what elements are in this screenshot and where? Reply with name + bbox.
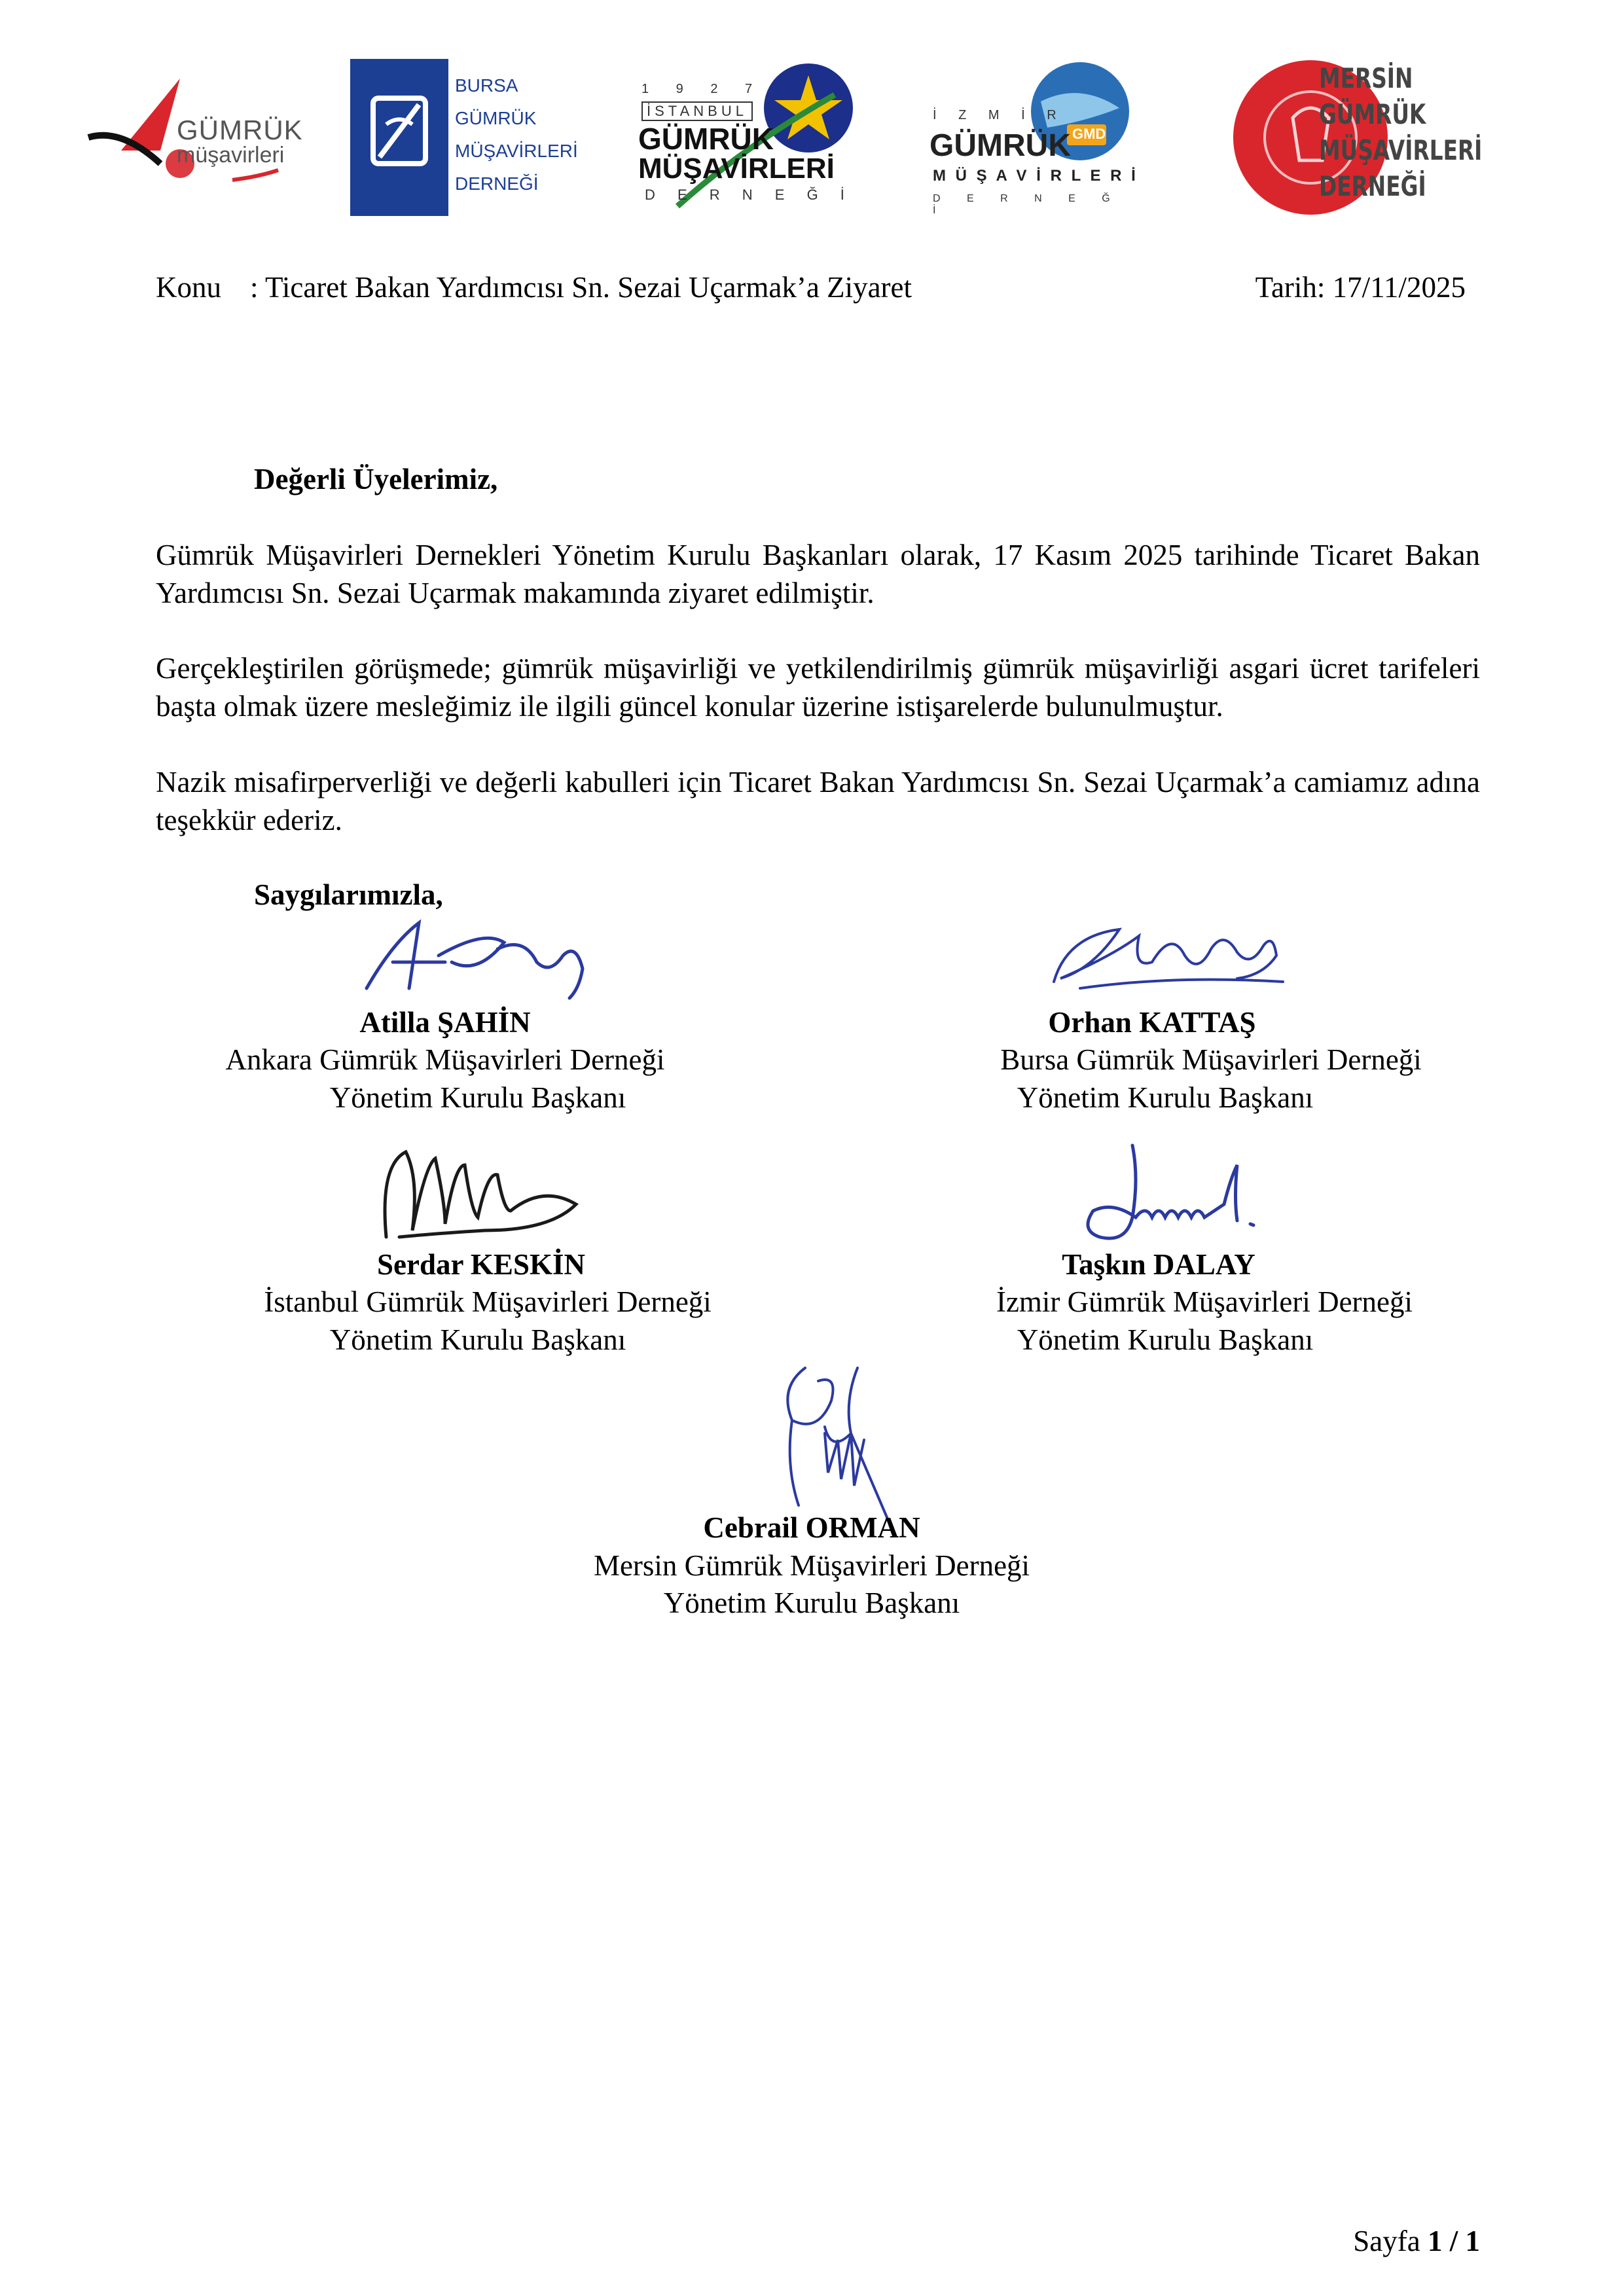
subject-text: : Ticaret Bakan Yardımcısı Sn. Sezai Uçarmak’a Ziyaret xyxy=(250,271,912,304)
signatory-4-org: İzmir Gümrük Müşavirleri Derneği xyxy=(996,1285,1413,1318)
subject-label: Konu xyxy=(156,271,221,304)
signatory-5-name: Cebrail ORMAN xyxy=(703,1511,920,1544)
mersin-logo-l4: DERNEĞİ xyxy=(1319,170,1426,202)
ankara-logo-line1: GÜMRÜK xyxy=(177,115,303,145)
ankara-logo-line2: müşavirleri xyxy=(177,143,285,168)
page-separator: / xyxy=(1442,2225,1466,2257)
ankara-logo xyxy=(82,65,303,196)
mersin-logo-l2: GÜMRÜK xyxy=(1319,98,1426,130)
signatory-1-org: Ankara Gümrük Müşavirleri Derneği xyxy=(225,1043,665,1076)
bursa-logo-l3: MÜŞAVİRLERİ xyxy=(455,141,578,161)
izmir-logo-l2: M Ü Ş A V İ R L E R İ xyxy=(933,167,1138,185)
document-date: Tarih: 17/11/2025 xyxy=(1255,271,1466,304)
izmir-logo-city: İ Z M İ R xyxy=(933,108,1066,122)
izmir-logo-l3: D E R N E Ğ İ xyxy=(933,193,1122,216)
closing: Saygılarımızla, xyxy=(254,878,443,911)
istanbul-logo-l3: D E R N E Ğ İ xyxy=(645,187,854,203)
signature-orhan-kattas xyxy=(1041,916,1290,1001)
mersin-logo xyxy=(1231,59,1483,216)
salutation: Değerli Üyelerimiz, xyxy=(254,463,498,495)
signatory-2-title: Yönetim Kurulu Başkanı xyxy=(1017,1081,1314,1114)
paragraph-3: Nazik misafirperverliği ve değerli kabulleri için Ticaret Bakan Yardımcısı Sn. Sezai Uçarmak’a camiamız adına teşekkür ederiz. xyxy=(156,766,1480,836)
mersin-logo-l1: MERSİN xyxy=(1319,62,1413,94)
istanbul-logo-l1: GÜMRÜK xyxy=(638,122,774,156)
signatory-3-org: İstanbul Gümrük Müşavirleri Derneği xyxy=(264,1285,712,1318)
signatory-5-title: Yönetim Kurulu Başkanı xyxy=(663,1587,960,1619)
page-total: 1 xyxy=(1465,2225,1480,2257)
istanbul-logo-city: İSTANBUL xyxy=(641,101,753,121)
izmir-logo xyxy=(929,56,1146,219)
bursa-logo-l1: BURSA xyxy=(455,75,518,96)
paragraph-2: Gerçekleştirilen görüşmede; gümrük müşavirliği ve yetkilendirilmiş gümrük müşavirliği asgari ücret tarifeleri başta olmak üzere mesleğimiz ile ilgili güncel konular üzerine istişarelerde bulunulmuştur. xyxy=(156,652,1480,723)
signatory-1-title: Yönetim Kurulu Başkanı xyxy=(329,1081,626,1114)
signatory-5-org: Mersin Gümrük Müşavirleri Derneği xyxy=(593,1549,1030,1582)
signature-taskin-dalay xyxy=(1074,1139,1270,1250)
signatory-3-name: Serdar KESKİN xyxy=(377,1248,585,1281)
signatory-1-name: Atilla ŞAHİN xyxy=(359,1006,531,1039)
istanbul-logo xyxy=(638,56,861,219)
signatory-2-org: Bursa Gümrük Müşavirleri Derneği xyxy=(1000,1043,1422,1076)
signatory-3-title: Yönetim Kurulu Başkanı xyxy=(329,1323,626,1356)
signature-atilla-sahin xyxy=(353,916,602,1008)
paragraph-1: Gümrük Müşavirleri Dernekleri Yönetim Kurulu Başkanları olarak, 17 Kasım 2025 tarihinde Ticaret Bakan Yardımcısı Sn. Sezai Uçarmak makamında ziyaret edilmiştir. xyxy=(156,539,1480,609)
signatory-2-name: Orhan KATTAŞ xyxy=(1048,1006,1256,1039)
istanbul-logo-year: 1 9 2 7 xyxy=(641,82,765,96)
izmir-logo-l1: GÜMRÜK xyxy=(929,128,1071,163)
signature-cebrail-orman xyxy=(766,1361,910,1532)
mersin-logo-l3: MÜŞAVİRLERİ xyxy=(1319,134,1483,166)
signatory-4-title: Yönetim Kurulu Başkanı xyxy=(1017,1323,1314,1356)
page-label: Sayfa xyxy=(1353,2225,1420,2257)
istanbul-logo-l2: MÜŞAVİRLERİ xyxy=(638,152,835,185)
page-number xyxy=(1353,2224,1480,2258)
signature-serdar-keskin xyxy=(373,1139,589,1244)
page-current: 1 xyxy=(1427,2225,1443,2257)
bursa-logo xyxy=(350,59,578,216)
bursa-logo-l2: GÜMRÜK xyxy=(455,108,537,128)
signatory-4-name: Taşkın DALAY xyxy=(1062,1248,1255,1281)
bursa-emblem-icon xyxy=(350,59,448,216)
izmir-logo-badge: GMD xyxy=(1072,126,1106,142)
bursa-logo-l4: DERNEĞİ xyxy=(455,173,539,194)
